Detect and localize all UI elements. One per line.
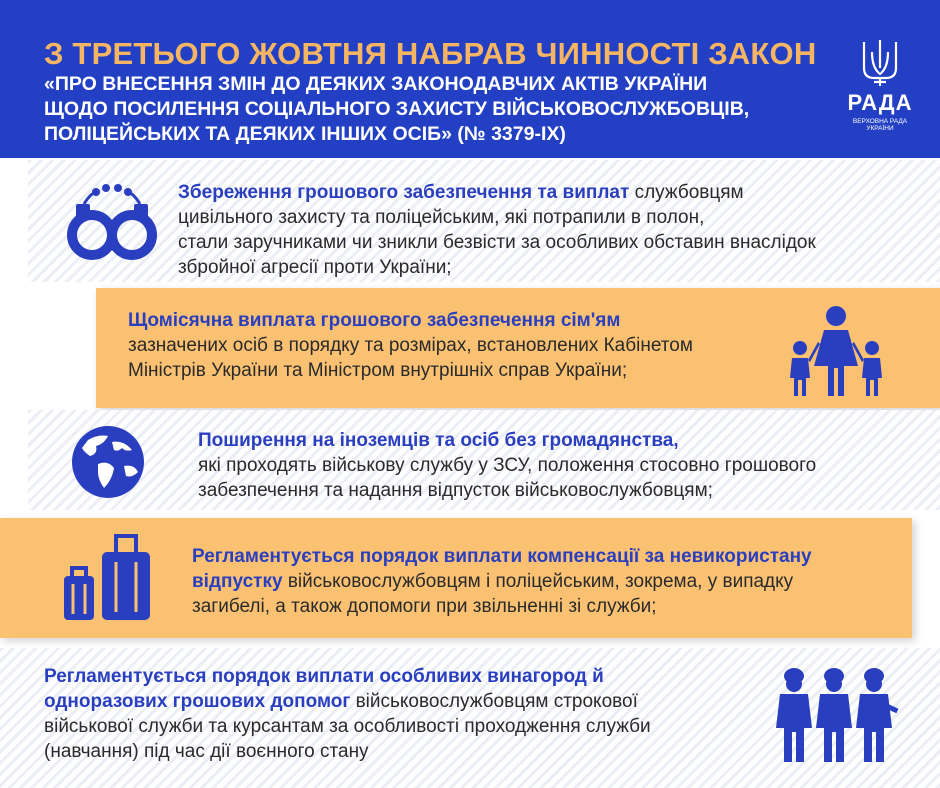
- item-4-text: [192, 544, 906, 619]
- item-3-line: забезпечення та надання відпусток військовослужбовцям;: [198, 480, 713, 501]
- item-4-line: [192, 569, 906, 594]
- item-4-highlight-2: відпустку: [192, 571, 283, 592]
- item-4-text-first: військовослужбовцям і поліцейським, зокрема, у випадку: [282, 571, 794, 592]
- item-1-line: збройної агресії проти України;: [178, 257, 452, 278]
- item-5-highlight-1: Регламентується порядок виплати особливих винагород й: [44, 666, 604, 687]
- logo-caption-line: УКРАЇНИ: [866, 125, 894, 132]
- header-banner: [0, 0, 940, 158]
- item-1-text-first: службовцям: [629, 182, 744, 203]
- item-1-line: [178, 180, 918, 205]
- item-3-text: [198, 428, 928, 503]
- item-1-line: цивільного захисту та поліцейським, які потрапили в полон,: [178, 207, 705, 228]
- item-4-highlight-1: Регламентується порядок виплати компенсації за невикористану: [192, 546, 812, 567]
- subtitle-line: «ПРО ВНЕСЕННЯ ЗМІН ДО ДЕЯКИХ ЗАКОНОДАВЧИХ АКТІВ УКРАЇНИ: [44, 73, 708, 95]
- item-3-highlight: Поширення на іноземців та осіб без громадянства,: [198, 430, 679, 451]
- item-2-line: Міністрів України та Міністром внутрішніх справ України;: [128, 360, 628, 381]
- item-2-highlight: Щомісячна виплата грошового забезпечення сім'ям: [128, 310, 621, 331]
- item-5-text-first: військовослужбовцям строкової: [350, 691, 638, 712]
- subtitle-line: ЩОДО ПОСИЛЕННЯ СОЦІАЛЬНОГО ЗАХИСТУ ВІЙСЬКОВОСЛУЖБОВЦІВ,: [44, 98, 750, 120]
- item-1-highlight: Збереження грошового забезпечення та виплат: [178, 182, 630, 203]
- logo-caption: [836, 118, 924, 132]
- item-2-line: зазначених осіб в порядку та розмірах, встановлених Кабінетом: [128, 335, 693, 356]
- family-icon: [786, 302, 886, 398]
- trident-icon: [860, 38, 900, 88]
- page-subtitle: [44, 72, 834, 147]
- item-3-line: які проходять військову службу у ЗСУ, положення стосовно грошового: [198, 455, 817, 476]
- logo-word: РАДА: [847, 90, 913, 115]
- handcuffs-icon: [62, 180, 162, 270]
- soldiers-icon: [772, 664, 902, 764]
- item-5-line: військової служби та курсантам за особливості проходження служби: [44, 716, 651, 737]
- item-1-line: стали заручниками чи зникли безвісти за особливих обставин внаслідок: [178, 232, 816, 253]
- logo-caption-line: ВЕРХОВНА РАДА: [852, 118, 908, 125]
- page-title: З ТРЕТЬОГО ЖОВТНЯ НАБРАВ ЧИННОСТІ ЗАКОН: [44, 36, 817, 71]
- rada-logo: [840, 38, 920, 150]
- luggage-icon: [60, 532, 160, 622]
- item-5-line: [44, 689, 764, 714]
- item-2-text: [128, 308, 788, 383]
- item-5-highlight-2: одноразових грошових допомог: [44, 691, 351, 712]
- item-5-line: (навчання) під час дії воєнного стану: [44, 741, 369, 762]
- item-4-line: загибелі, а також допомоги при звільненні зі служби;: [192, 596, 657, 617]
- globe-icon: [68, 422, 148, 502]
- item-1-text: [178, 180, 918, 280]
- subtitle-line: ПОЛІЦЕЙСЬКИХ ТА ДЕЯКИХ ІНШИХ ОСІБ» (№ 3379-IX): [44, 123, 566, 145]
- item-5-text: [44, 664, 764, 764]
